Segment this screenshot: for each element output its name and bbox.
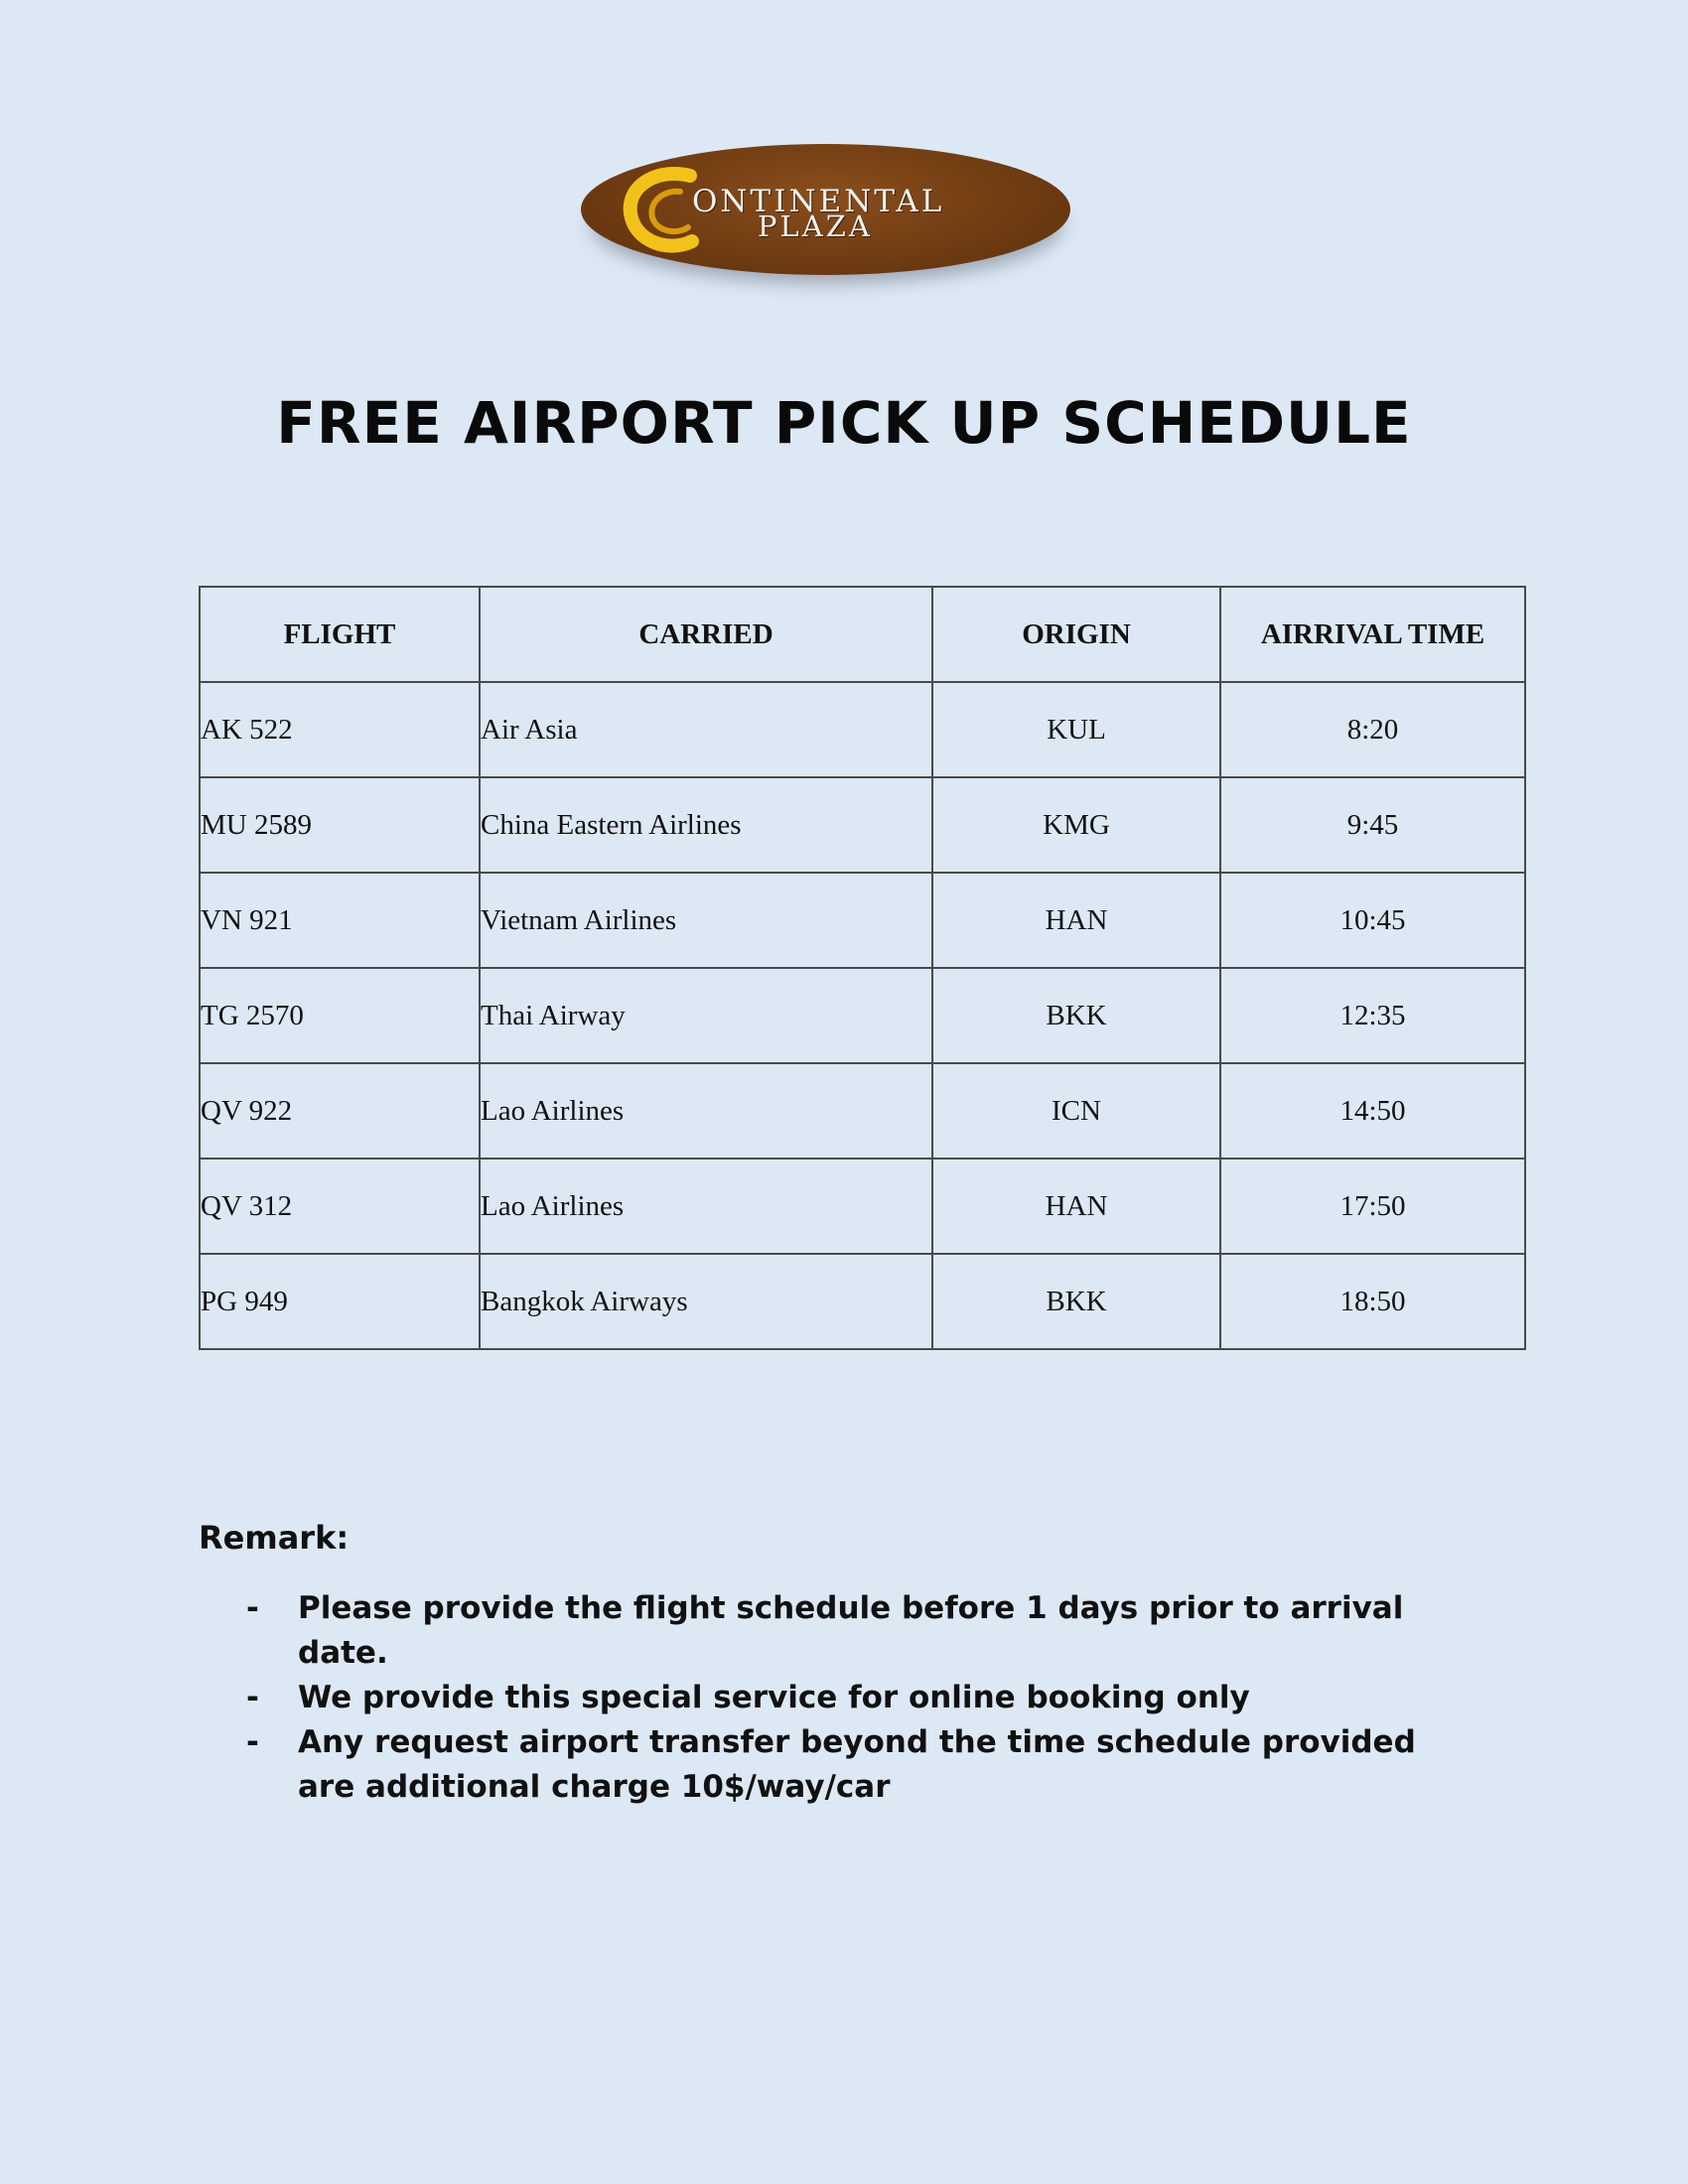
carrier-cell: Air Asia xyxy=(480,682,932,777)
flight-cell: QV 922 xyxy=(200,1063,480,1159)
carrier-cell: Lao Airlines xyxy=(480,1063,932,1159)
origin-cell: ICN xyxy=(932,1063,1220,1159)
remark-text: Any request airport transfer beyond the time schedule provided are additional charge 10$/way/car xyxy=(298,1724,1416,1805)
arrival-time-cell: 12:35 xyxy=(1220,968,1525,1063)
arrival-time-cell: 14:50 xyxy=(1220,1063,1525,1159)
table-header-row xyxy=(200,587,1525,682)
remark-item xyxy=(246,1676,1438,1720)
table-row xyxy=(200,777,1525,873)
header-origin: ORIGIN xyxy=(932,587,1220,682)
table-row xyxy=(200,682,1525,777)
remark-text: Please provide the flight schedule before 1 days prior to arrival date. xyxy=(298,1590,1404,1671)
logo-text-line1: ONTINENTAL xyxy=(692,184,945,219)
table-row xyxy=(200,873,1525,968)
arrival-time-cell: 17:50 xyxy=(1220,1159,1525,1254)
carrier-cell: Lao Airlines xyxy=(480,1159,932,1254)
flight-cell: VN 921 xyxy=(200,873,480,968)
hotel-logo xyxy=(581,144,1070,283)
schedule-table xyxy=(199,586,1526,1350)
origin-cell: BKK xyxy=(932,968,1220,1063)
carrier-cell: Bangkok Airways xyxy=(480,1254,932,1349)
arrival-time-cell: 10:45 xyxy=(1220,873,1525,968)
arrival-time-cell: 18:50 xyxy=(1220,1254,1525,1349)
remark-list xyxy=(246,1586,1438,1810)
page-title: FREE AIRPORT PICK UP SCHEDULE xyxy=(276,389,1412,457)
remark-text: We provide this special service for online booking only xyxy=(298,1680,1250,1715)
remark-heading: Remark: xyxy=(199,1519,350,1557)
flight-cell: QV 312 xyxy=(200,1159,480,1254)
remark-bullet: - xyxy=(246,1590,259,1626)
table-row xyxy=(200,968,1525,1063)
remark-bullet: - xyxy=(246,1680,259,1715)
table-row xyxy=(200,1254,1525,1349)
arrival-time-cell: 8:20 xyxy=(1220,682,1525,777)
header-carrier: CARRIED xyxy=(480,587,932,682)
flight-cell: PG 949 xyxy=(200,1254,480,1349)
remark-item xyxy=(246,1586,1438,1676)
origin-cell: BKK xyxy=(932,1254,1220,1349)
flight-cell: TG 2570 xyxy=(200,968,480,1063)
logo-text-line2: PLAZA xyxy=(758,209,873,243)
arrival-time-cell: 9:45 xyxy=(1220,777,1525,873)
carrier-cell: Vietnam Airlines xyxy=(480,873,932,968)
carrier-cell: Thai Airway xyxy=(480,968,932,1063)
origin-cell: KMG xyxy=(932,777,1220,873)
table-row xyxy=(200,1159,1525,1254)
origin-cell: HAN xyxy=(932,1159,1220,1254)
carrier-cell: China Eastern Airlines xyxy=(480,777,932,873)
flight-cell: MU 2589 xyxy=(200,777,480,873)
header-flight: FLIGHT xyxy=(200,587,480,682)
remark-item xyxy=(246,1720,1438,1810)
header-arrival-time: AIRRIVAL TIME xyxy=(1220,587,1525,682)
origin-cell: KUL xyxy=(932,682,1220,777)
remark-bullet: - xyxy=(246,1724,259,1760)
logo-oval xyxy=(581,144,1070,275)
origin-cell: HAN xyxy=(932,873,1220,968)
table-row xyxy=(200,1063,1525,1159)
flight-cell: AK 522 xyxy=(200,682,480,777)
